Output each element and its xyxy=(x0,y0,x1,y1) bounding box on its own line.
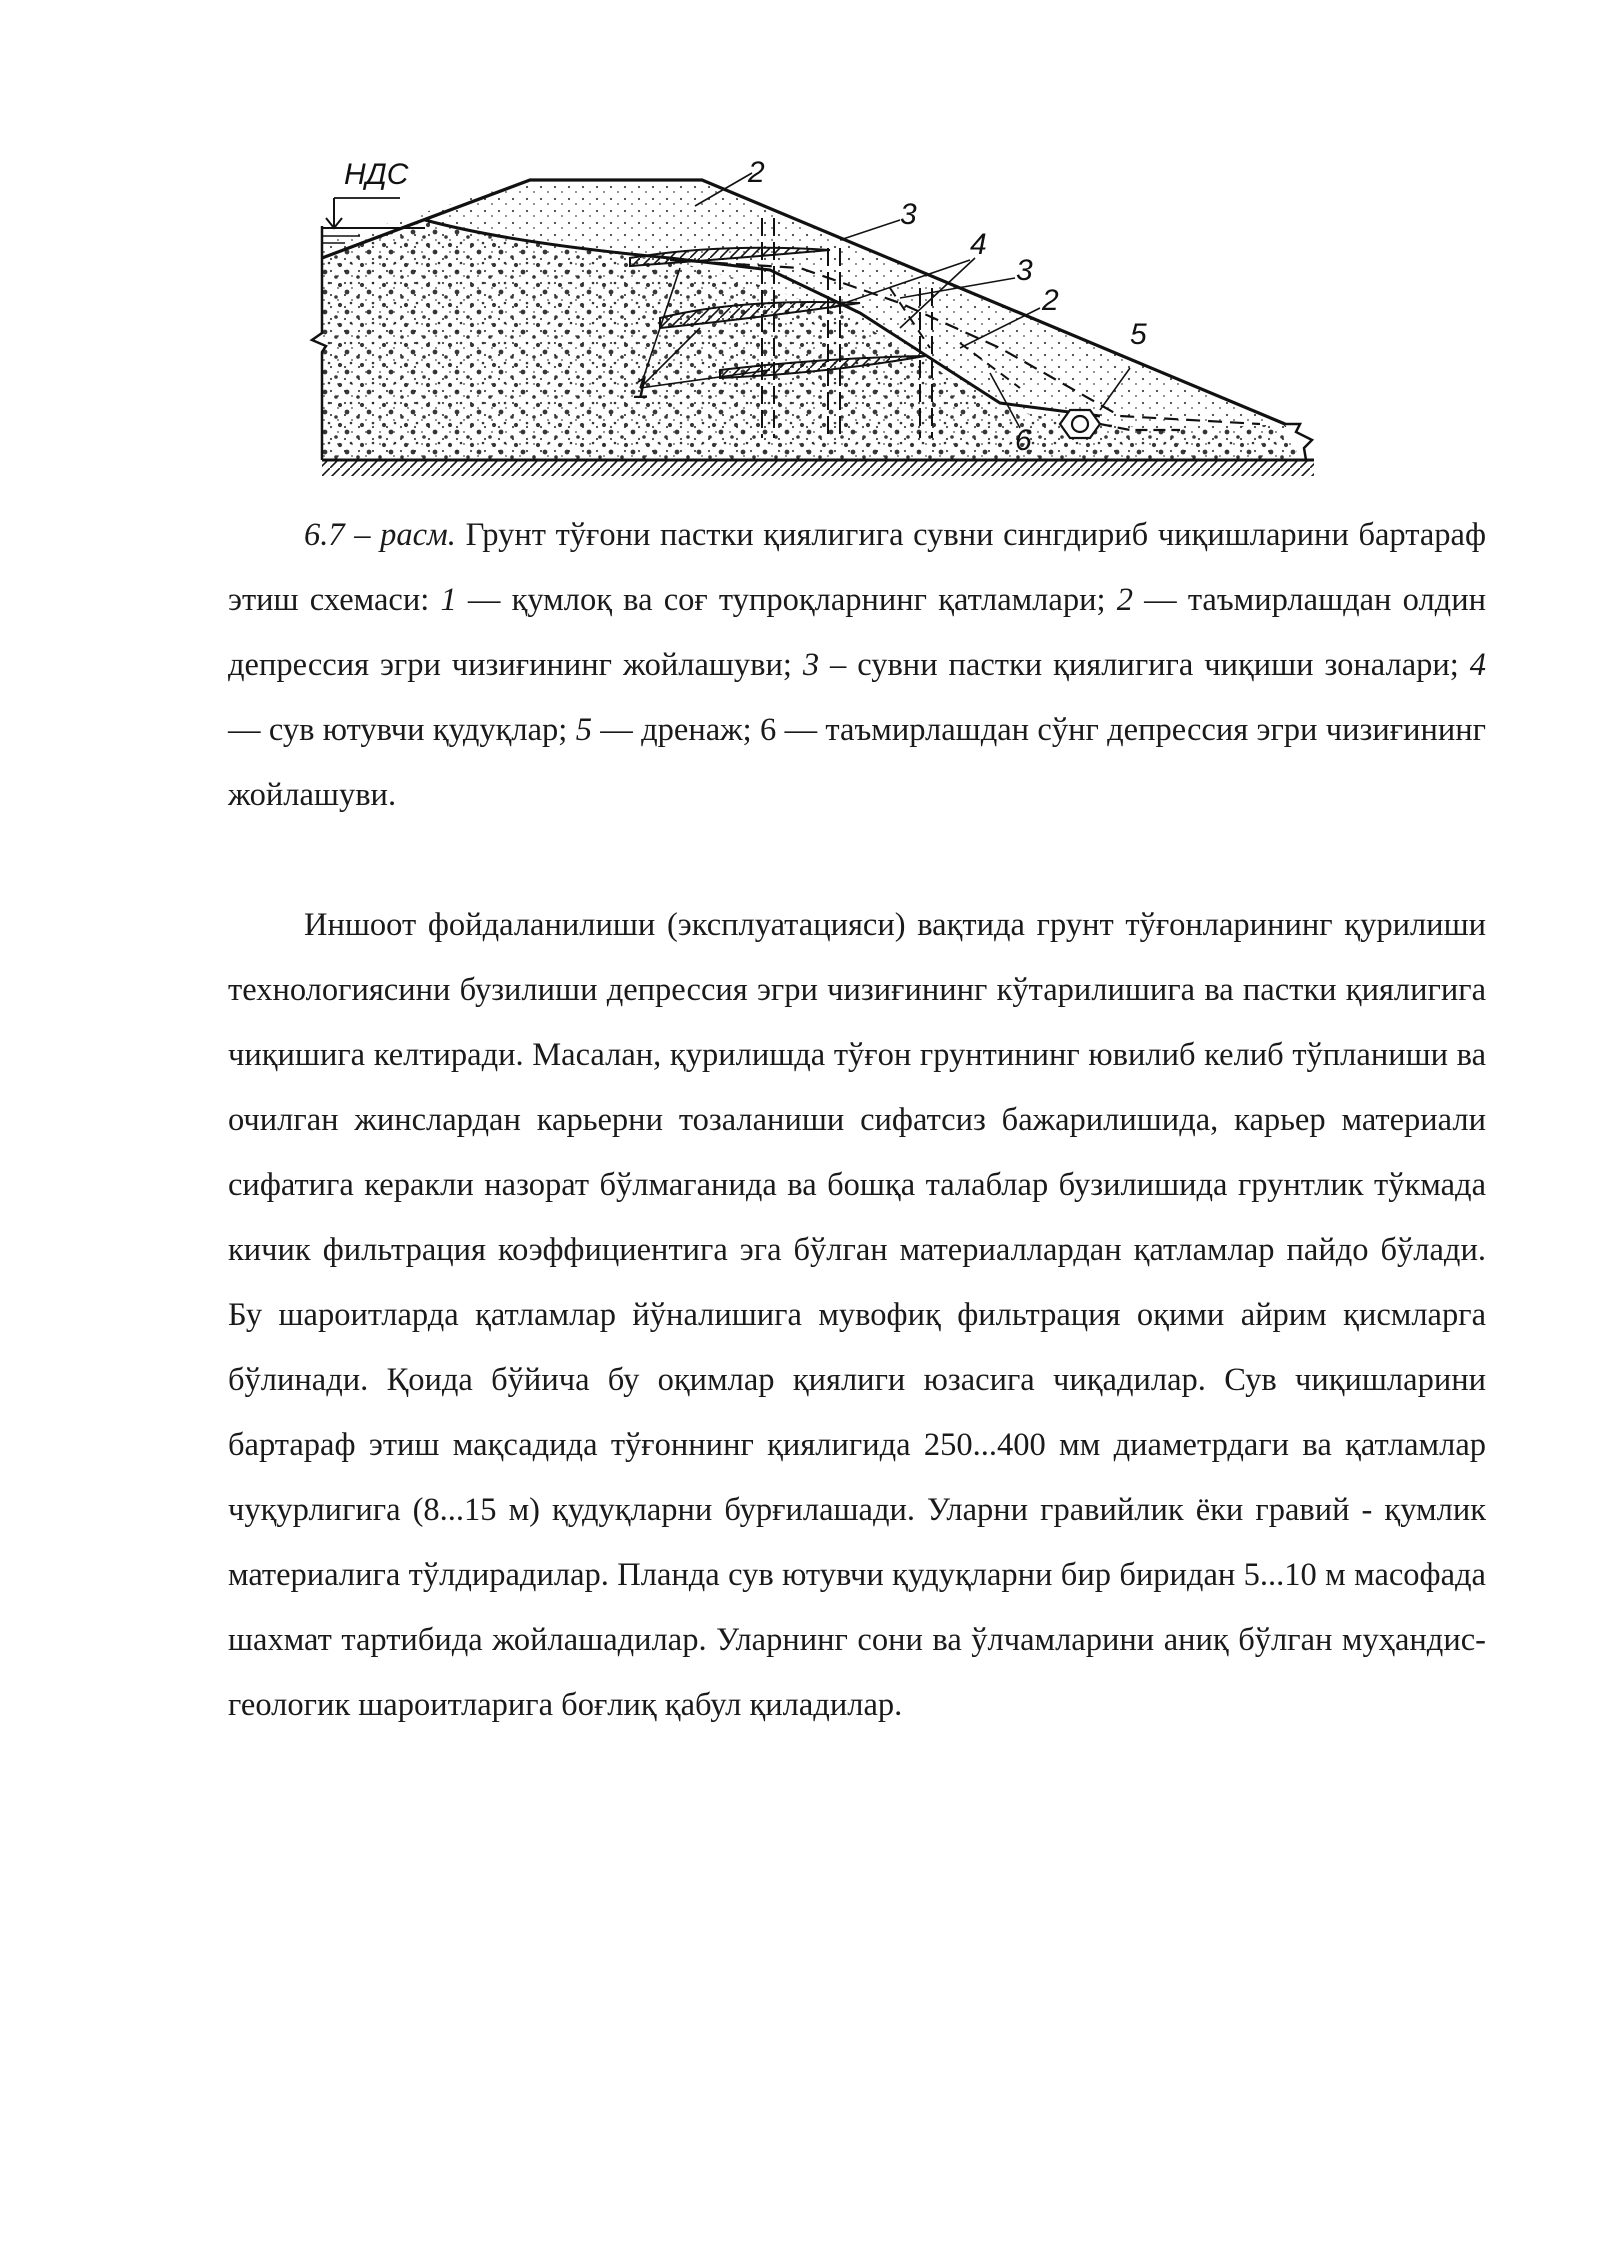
caption-n4: 4 xyxy=(1469,647,1487,683)
caption-t2: — таъмирлашдан олдин депрессия эгри чизиғининг жойлашуви; xyxy=(228,582,1486,683)
caption-n5: 5 xyxy=(575,712,592,748)
nds-label: НДС xyxy=(344,158,409,191)
label-2-bottom: 2 xyxy=(1042,284,1059,317)
figure-number: 6.7 – расм. xyxy=(304,517,456,553)
label-2-top: 2 xyxy=(748,156,765,189)
label-3-bottom: 3 xyxy=(1016,254,1033,287)
label-3-top: 3 xyxy=(900,198,917,231)
label-1: 1 xyxy=(633,372,650,405)
label-5: 5 xyxy=(1130,318,1147,351)
caption-t5: — дренаж; 6 — таъмирлашдан сўнг депрессия эгри чизиғининг жойлашуви. xyxy=(228,712,1486,813)
caption-title: Грунт тўғони пастки қиялигига сувни сингдириб чиқишларини бартараф этиш схемаси: xyxy=(228,517,1486,618)
label-6: 6 xyxy=(1015,424,1032,457)
caption-n3: 3 xyxy=(802,647,820,683)
body-text xyxy=(228,893,1486,1738)
dam-cross-section-figure xyxy=(300,148,1340,493)
body-paragraph: Иншоот фойдаланилиши (эксплуатацияси) вақтида грунт тўғонларининг қурилиши технологиясини бузилиши депрессия эгри чизиғининг кўтарилишига ва пастки қиялигига чиқишига келтиради. Масалан, қурилишда тўғон грунтининг ювилиб келиб тўпланиши ва очилган жинслардан карьерни тозаланиши сифатсиз бажарилишида, карьер материали сифатига керакли назорат бўлмаганида ва бошқа талаблар бузилишида грунтлик тўкмада кичик фильтрация коэффициентига эга бўлган материаллардан қатламлар пайдо бўлади. Бу шароитларда қатламлар йўналишига мувофиқ фильтрация оқими айрим қисмларга бўлинади. Қоида бўйича бу оқимлар қиялиги юзасига чиқадилар. Сув чиқишларини бартараф этиш мақсадида тўғоннинг қиялигида 250...400 мм диаметрдаги ва қатламлар чуқурлигига (8...15 м) қудуқларни бурғилашади. Уларни гравийлик ёки гравий - қумлик материалига тўлдирадилар. Планда сув ютувчи қудуқларни бир биридан 5...10 м масофада шахмат тартибида жойлашадилар. Уларнинг сони ва ўлчамларини аниқ бўлган муҳандис-геологик шароитларига боғлиқ қабул қиладилар. xyxy=(228,907,1486,1723)
caption-t1: — қумлоқ ва соғ тупроқларнинг қатламлари; xyxy=(456,582,1117,618)
nds-marker xyxy=(326,198,342,228)
caption-n2: 2 xyxy=(1116,582,1133,618)
caption-t4: — сув ютувчи қудуқлар; xyxy=(228,712,576,748)
caption-t3: – сувни пастки қиялигига чиқиши зоналари; xyxy=(819,647,1470,683)
figure-caption xyxy=(228,503,1486,828)
dam-diagram xyxy=(300,148,1340,493)
ground-base xyxy=(322,460,1314,476)
label-4: 4 xyxy=(970,228,987,261)
caption-n1: 1 xyxy=(440,582,457,618)
caption-paragraph xyxy=(228,503,1486,828)
